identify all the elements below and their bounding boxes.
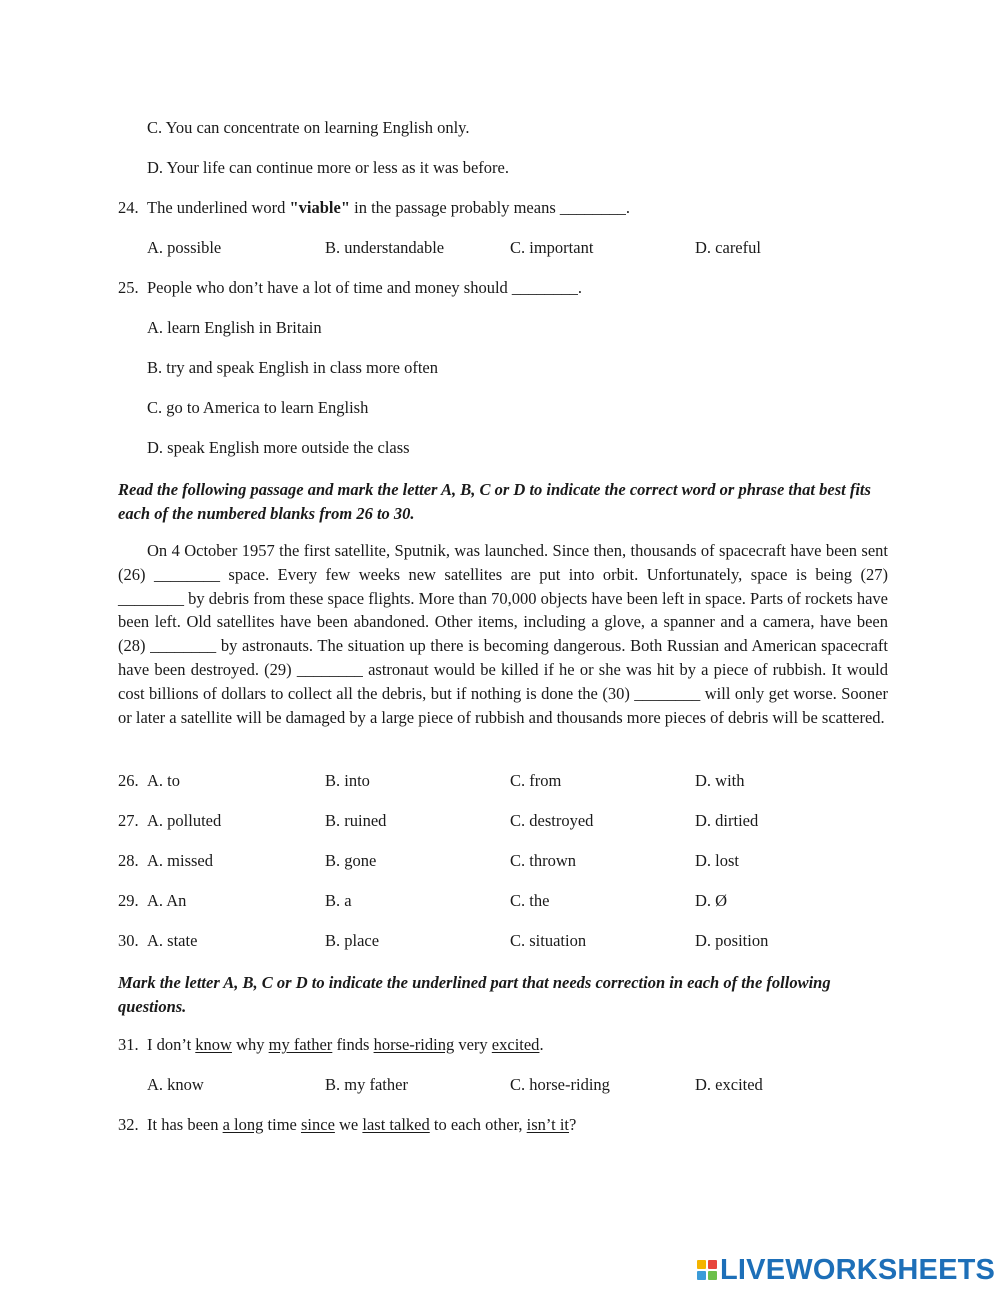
q23-option-d[interactable]: D. Your life can continue more or less as it was before. (147, 158, 509, 177)
q27-option-b[interactable]: B. ruined (325, 811, 387, 830)
q24-option-b[interactable]: B. understandable (325, 238, 445, 257)
passage-text: On 4 October 1957 the first satellite, Sputnik, was launched. Since then, thousands of spacecraft have been sent (26) ________ space. Every few weeks new satellites are put into orbit. Unfortunately, space is being (27) ________ by debris from these space flights. More than 70,000 objects have been left in space. Parts of rockets have been left. Old satellites have been abandoned. Other items, including a glove, a spanner and a camera, have been (28) ________ by astronauts. The situation up there is becoming dangerous. Both Russian and American spacecraft have been destroyed. (29) ________ astronaut would be killed if he or she was hit by a piece of rubbish. It would cost billions of dollars to collect all the debris, but if nothing is done the (30) ________ will only get worse. Sooner or later a satellite will be damaged by a large piece of rubbish and thousands more pieces of debris will be scattered. (118, 541, 888, 727)
q31-option-c[interactable]: C. horse-riding (510, 1075, 610, 1094)
question-number: 29. (118, 891, 139, 910)
question-number: 31. (118, 1035, 139, 1054)
q25-option-d[interactable]: D. speak English more outside the class (147, 438, 410, 457)
underlined-part-b: since (300, 1115, 335, 1134)
text-part: I don’t (147, 1035, 196, 1054)
text-part: time (263, 1115, 301, 1134)
q29-option-d[interactable]: D. Ø (695, 891, 728, 910)
question-keyword: "viable" (289, 198, 350, 217)
question-25 (118, 278, 582, 298)
q26-option-d[interactable]: D. with (695, 771, 745, 790)
text-part: why (231, 1035, 269, 1054)
q31-option-d[interactable]: D. excited (695, 1075, 763, 1094)
q24-option-c[interactable]: C. important (510, 238, 594, 257)
q27-option-a[interactable]: A. polluted (147, 811, 222, 830)
reading-passage (118, 539, 888, 729)
q26-option-c[interactable]: C. from (510, 771, 562, 790)
logo-text: LIVEWORKSHEETS (720, 1253, 996, 1286)
q31-option-a[interactable]: A. know (147, 1075, 204, 1094)
q25-option-a[interactable]: A. learn English in Britain (147, 318, 322, 337)
text-part: very (454, 1035, 492, 1054)
underlined-part-c: horse-riding (373, 1035, 455, 1054)
q27-option-c[interactable]: C. destroyed (510, 811, 594, 830)
text-part: It has been (147, 1115, 223, 1134)
question-number: 28. (118, 851, 139, 870)
q29-option-b[interactable]: B. a (325, 891, 352, 910)
question-number: 24. (118, 198, 139, 217)
q29-option-a[interactable]: A. An (147, 891, 187, 910)
logo-block (697, 1260, 706, 1269)
q24-option-d[interactable]: D. careful (695, 238, 761, 257)
text-part: to each other, (429, 1115, 527, 1134)
instruction-cloze: Read the following passage and mark the letter A, B, C or D to indicate the correct word or phrase that best fits each of the numbered blanks from 26 to 30. (118, 480, 871, 523)
underlined-part-a: know (195, 1035, 232, 1054)
q28-option-a[interactable]: A. missed (147, 851, 213, 870)
question-text-end: in the passage probably means ________. (350, 198, 630, 217)
q23-option-c[interactable]: C. You can concentrate on learning English only. (147, 118, 470, 137)
text-part: . (539, 1035, 544, 1054)
q28-option-b[interactable]: B. gone (325, 851, 377, 870)
q30-option-b[interactable]: B. place (325, 931, 380, 950)
q30-option-a[interactable]: A. state (147, 931, 198, 950)
q26-option-b[interactable]: B. into (325, 771, 370, 790)
q28-option-d[interactable]: D. lost (695, 851, 740, 870)
question-number: 26. (118, 771, 139, 790)
question-32 (118, 1115, 576, 1135)
question-text: People who don’t have a lot of time and money should ________. (147, 278, 583, 297)
q31-option-b[interactable]: B. my father (325, 1075, 408, 1094)
underlined-part-c: last talked (362, 1115, 430, 1134)
question-text: The underlined word (147, 198, 290, 217)
logo-block (697, 1271, 706, 1280)
logo-blocks-icon (697, 1260, 717, 1280)
q30-option-d[interactable]: D. position (695, 931, 769, 950)
question-24 (118, 198, 630, 218)
q28-option-c[interactable]: C. thrown (510, 851, 576, 870)
underlined-part-d: isn’t it (526, 1115, 570, 1134)
text-part: we (334, 1115, 363, 1134)
underlined-part-b: my father (268, 1035, 333, 1054)
q29-option-c[interactable]: C. the (510, 891, 550, 910)
logo-block (708, 1260, 717, 1269)
question-number: 32. (118, 1115, 139, 1134)
instruction-error-correction: Mark the letter A, B, C or D to indicate the underlined part that needs correction in each of the following questions. (118, 973, 831, 1016)
q25-option-c[interactable]: C. go to America to learn English (147, 398, 369, 417)
logo-block (708, 1271, 717, 1280)
q24-option-a[interactable]: A. possible (147, 238, 222, 257)
underlined-part-d: excited (491, 1035, 540, 1054)
question-number: 30. (118, 931, 139, 950)
text-part: finds (332, 1035, 374, 1054)
q27-option-d[interactable]: D. dirtied (695, 811, 759, 830)
liveworksheets-logo[interactable] (697, 1253, 995, 1287)
text-part: ? (569, 1115, 577, 1134)
q30-option-c[interactable]: C. situation (510, 931, 587, 950)
question-number: 27. (118, 811, 139, 830)
q26-option-a[interactable]: A. to (147, 771, 180, 790)
underlined-part-a: a long (222, 1115, 264, 1134)
question-number: 25. (118, 278, 139, 297)
q25-option-b[interactable]: B. try and speak English in class more often (147, 358, 438, 377)
question-31 (118, 1035, 544, 1055)
